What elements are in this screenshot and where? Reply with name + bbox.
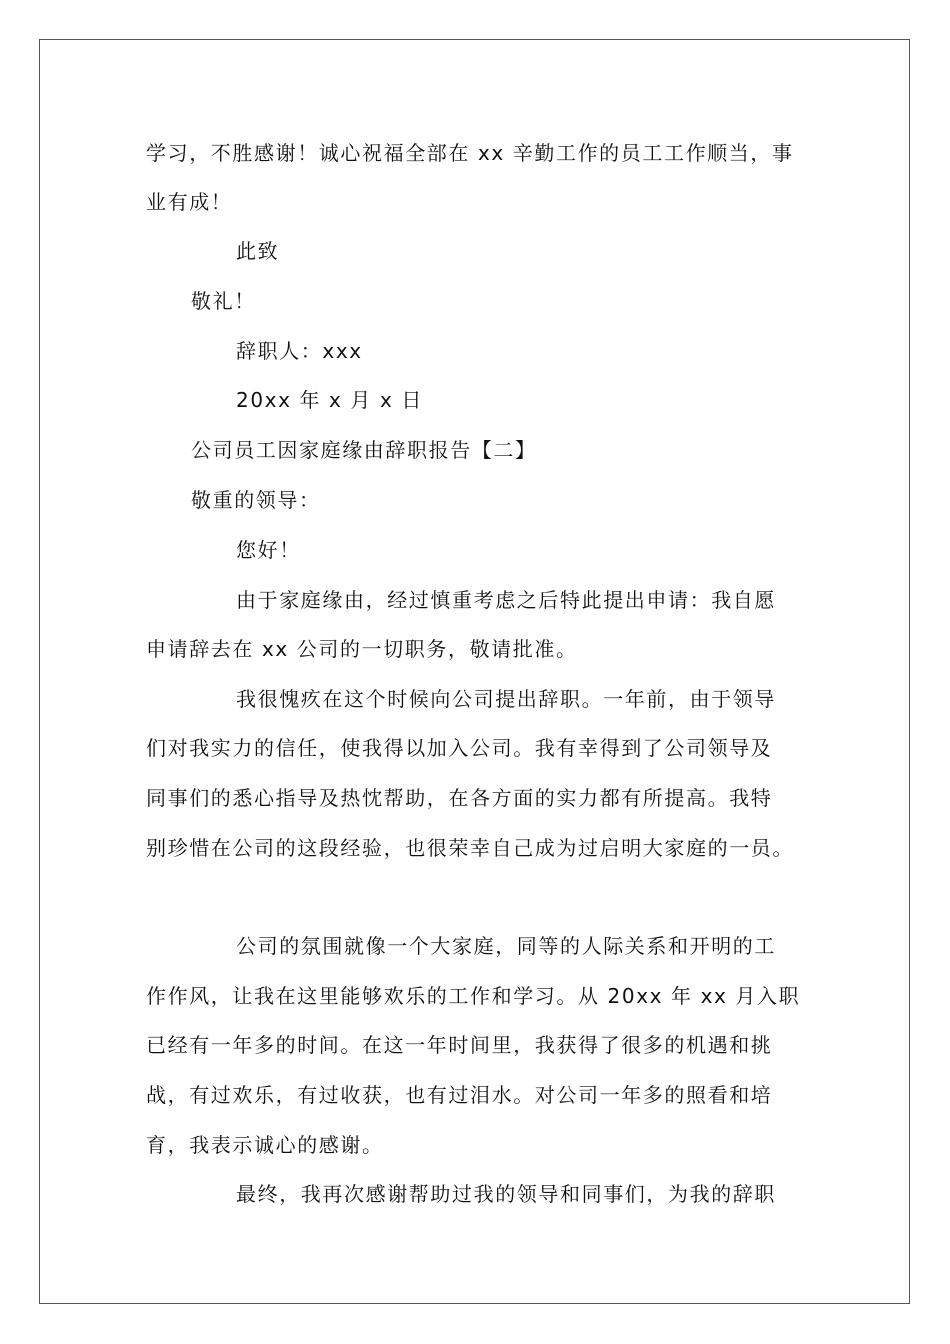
body-line: 同事们的悉心指导及热忱帮助，在各方面的实力都有所提高。我特: [146, 786, 773, 810]
body-line: 别珍惜在公司的这段经验，也很荣幸自己成为过启明大家庭的一员。: [146, 836, 794, 860]
body-line: 已经有一年多的时间。在这一年时间里，我获得了很多的机遇和挑: [146, 1033, 773, 1057]
section-title: 公司员工因家庭缘由辞职报告【二】: [191, 438, 537, 462]
body-line: 申请辞去在 xx 公司的一切职务，敬请批准。: [146, 637, 578, 661]
body-line: 作作风，让我在这里能够欢乐的工作和学习。从 20xx 年 xx 月入职: [146, 984, 801, 1008]
body-line: 业有成！: [146, 190, 233, 214]
date-line: 20xx 年 x 月 x 日: [236, 388, 423, 412]
signatory: 辞职人：xxx: [236, 339, 363, 363]
body-line: 最终，我再次感谢帮助过我的领导和同事们，为我的辞职: [236, 1182, 776, 1206]
body-line: 们对我实力的信任，使我得以加入公司。我有幸得到了公司领导及: [146, 736, 773, 760]
body-line: 育，我表示诚心的感谢。: [146, 1133, 384, 1157]
greeting-hello: 您好！: [236, 538, 301, 562]
closing-regards: 敬礼！: [191, 289, 256, 313]
body-line: 我很愧疚在这个时候向公司提出辞职。一年前，由于领导: [236, 687, 776, 711]
body-line: 战，有过欢乐，有过收获，也有过泪水。对公司一年多的照看和培: [146, 1083, 773, 1107]
greeting: 敬重的领导：: [191, 488, 321, 512]
body-line: 学习，不胜感谢！诚心祝福全部在 xx 辛勤工作的员工工作顺当，事: [146, 141, 794, 165]
body-line: 由于家庭缘由，经过慎重考虑之后特此提出申请：我自愿: [236, 588, 776, 612]
body-line: 公司的氛围就像一个大家庭，同等的人际关系和开明的工: [236, 934, 776, 958]
page-frame: [39, 39, 910, 1304]
closing-salutation: 此致: [236, 239, 280, 263]
